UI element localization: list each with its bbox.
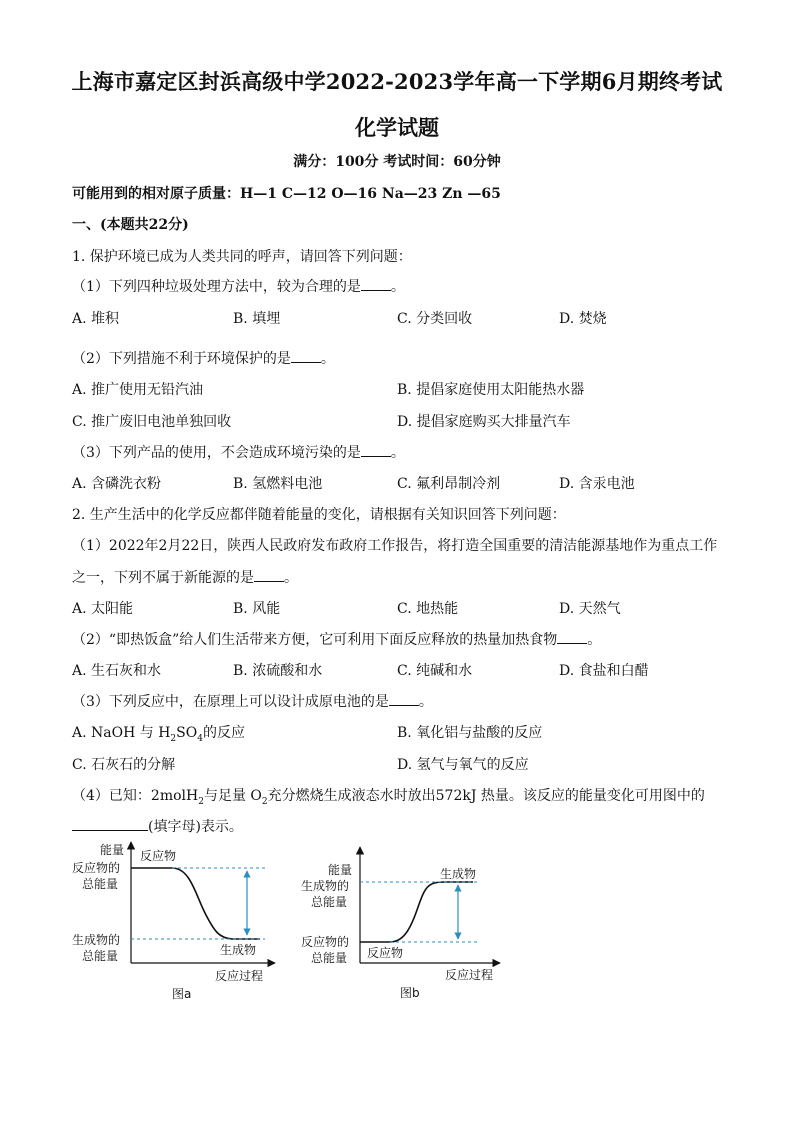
subscript: 2 bbox=[170, 733, 177, 744]
energy-curve bbox=[360, 882, 473, 942]
energy-diagram-a bbox=[60, 838, 290, 1008]
prompt-end: 。 bbox=[320, 351, 335, 367]
prompt-text: （3）下列反应中，在原理上可以设计成原电池的是 bbox=[72, 694, 389, 710]
option-a: A. 堆积 bbox=[72, 311, 120, 327]
option-c: C. 纯碱和水 bbox=[397, 663, 473, 679]
option-b: B. 提倡家庭使用太阳能热水器 bbox=[397, 382, 585, 398]
answer-blank[interactable] bbox=[361, 443, 391, 457]
atomic-mass-line: 可能用到的相对原子质量：H—1 C—12 O—16 Na—23 Zn —65 bbox=[72, 186, 501, 202]
answer-blank[interactable] bbox=[361, 277, 391, 291]
section-heading: 一、(本题共22分) bbox=[72, 217, 189, 233]
option-a: A. 太阳能 bbox=[72, 601, 134, 617]
bottom-energy-label-1: 生成物的 bbox=[72, 933, 121, 947]
option-d: D. 食盐和白醋 bbox=[559, 663, 649, 679]
question-2-part-2 bbox=[72, 629, 601, 649]
answer-blank[interactable] bbox=[389, 692, 419, 706]
option-a-text: SO bbox=[176, 725, 198, 741]
end-curve-label: 生成物 bbox=[440, 867, 477, 881]
option-b: B. 风能 bbox=[233, 601, 281, 617]
answer-blank[interactable] bbox=[557, 630, 587, 644]
option-b: B. 填埋 bbox=[233, 311, 281, 327]
prompt-text: 与足量 O bbox=[203, 788, 262, 804]
option-c: C. 推广废旧电池单独回收 bbox=[72, 414, 232, 430]
prompt-text: （2）“即热饭盒”给人们生活带来方便，它可利用下面反应释放的热量加热食物 bbox=[72, 632, 558, 648]
option-d: D. 天然气 bbox=[559, 601, 621, 617]
question-2-part-1-line-2 bbox=[72, 567, 298, 587]
prompt-end: 。 bbox=[390, 279, 405, 295]
prompt-end: 。 bbox=[284, 570, 298, 586]
option-c: C. 分类回收 bbox=[397, 311, 473, 327]
prompt-text: （4）已知：2molH bbox=[72, 788, 199, 804]
top-energy-label-1: 反应物的 bbox=[72, 861, 121, 875]
option-c: C. 地热能 bbox=[397, 601, 459, 617]
bottom-energy-label-2: 总能量 bbox=[311, 951, 348, 965]
question-2-part-3 bbox=[72, 691, 433, 711]
prompt-end: 。 bbox=[390, 445, 405, 461]
question-2-part-1-line-1: （1）2022年2月22日，陕西人民政府发布政府工作报告，将打造全国重要的清洁能源基地作为重点工作 bbox=[72, 538, 718, 554]
option-d: D. 含汞电池 bbox=[559, 476, 635, 492]
option-d: D. 氢气与氧气的反应 bbox=[397, 757, 529, 773]
question-2-part-4-line-2 bbox=[72, 816, 243, 836]
bottom-energy-label-2: 总能量 bbox=[82, 949, 119, 963]
start-curve-label: 反应物 bbox=[367, 946, 404, 960]
prompt-end: 。 bbox=[418, 694, 433, 710]
end-curve-label: 生成物 bbox=[220, 943, 257, 957]
top-energy-label-1: 生成物的 bbox=[301, 879, 350, 893]
prompt-text: (填字母)表示。 bbox=[148, 819, 243, 835]
bottom-energy-label-1: 反应物的 bbox=[301, 935, 350, 949]
option-a-text: A. NaOH 与 H bbox=[72, 725, 171, 741]
y-axis-label: 能量 bbox=[328, 863, 353, 877]
start-curve-label: 反应物 bbox=[140, 849, 177, 863]
y-axis-label: 能量 bbox=[100, 843, 125, 857]
option-a: A. 含磷洗衣粉 bbox=[72, 476, 162, 492]
energy-curve bbox=[131, 868, 260, 939]
figure-caption: 图a bbox=[172, 987, 192, 1001]
answer-blank[interactable] bbox=[291, 349, 321, 363]
answer-blank[interactable] bbox=[254, 568, 284, 582]
option-b: B. 浓硫酸和水 bbox=[233, 663, 323, 679]
subscript: 2 bbox=[198, 796, 204, 807]
x-axis-label: 反应过程 bbox=[215, 969, 264, 983]
exam-title: 上海市嘉定区封浜高级中学2022-2023学年高一下学期6月期终考试 bbox=[71, 69, 723, 94]
option-c: C. 石灰石的分解 bbox=[72, 757, 176, 773]
prompt-end: 。 bbox=[587, 632, 602, 648]
top-energy-label-2: 总能量 bbox=[311, 895, 348, 909]
option-c: C. 氟利昂制冷剂 bbox=[397, 476, 501, 492]
exam-meta: 满分：100分 考试时间：60分钟 bbox=[293, 154, 501, 170]
option-b: B. 氢燃料电池 bbox=[233, 476, 323, 492]
option-d: D. 提倡家庭购买大排量汽车 bbox=[397, 414, 571, 430]
figure-caption: 图b bbox=[400, 986, 420, 1000]
question-1-part-2 bbox=[72, 348, 335, 368]
prompt-text: 之一，下列不属于新能源的是 bbox=[72, 570, 254, 586]
prompt-text: 充分燃烧生成液态水时放出572kJ 热量。该反应的能量变化可用图中的 bbox=[267, 788, 705, 804]
prompt-text: （2）下列措施不利于环境保护的是 bbox=[72, 351, 291, 367]
subscript: 4 bbox=[197, 733, 203, 744]
option-d: D. 焚烧 bbox=[559, 311, 607, 327]
question-1-stem: 1. 保护环境已成为人类共同的呼声，请回答下列问题： bbox=[72, 249, 412, 265]
prompt-text: （1）下列四种垃圾处理方法中，较为合理的是 bbox=[72, 279, 361, 295]
exam-subtitle: 化学试题 bbox=[355, 115, 439, 140]
question-2-stem: 2. 生产生活中的化学反应都伴随着能量的变化，请根据有关知识回答下列问题： bbox=[72, 507, 566, 523]
option-a: A. 生石灰和水 bbox=[72, 663, 162, 679]
option-b: B. 氧化铝与盐酸的反应 bbox=[397, 725, 543, 741]
option-a bbox=[72, 722, 245, 744]
top-energy-label-2: 总能量 bbox=[82, 877, 119, 891]
answer-blank[interactable] bbox=[72, 817, 148, 831]
prompt-text: （3）下列产品的使用，不会造成环境污染的是 bbox=[72, 445, 361, 461]
subscript: 2 bbox=[261, 796, 268, 807]
energy-diagram-b bbox=[295, 845, 510, 1015]
question-2-part-4 bbox=[72, 785, 705, 807]
x-axis-label: 反应过程 bbox=[445, 968, 494, 982]
question-1-part-3 bbox=[72, 442, 405, 462]
question-1-part-1 bbox=[72, 276, 405, 296]
option-a-text: 的反应 bbox=[202, 725, 245, 741]
option-a: A. 推广使用无铅汽油 bbox=[72, 382, 204, 398]
